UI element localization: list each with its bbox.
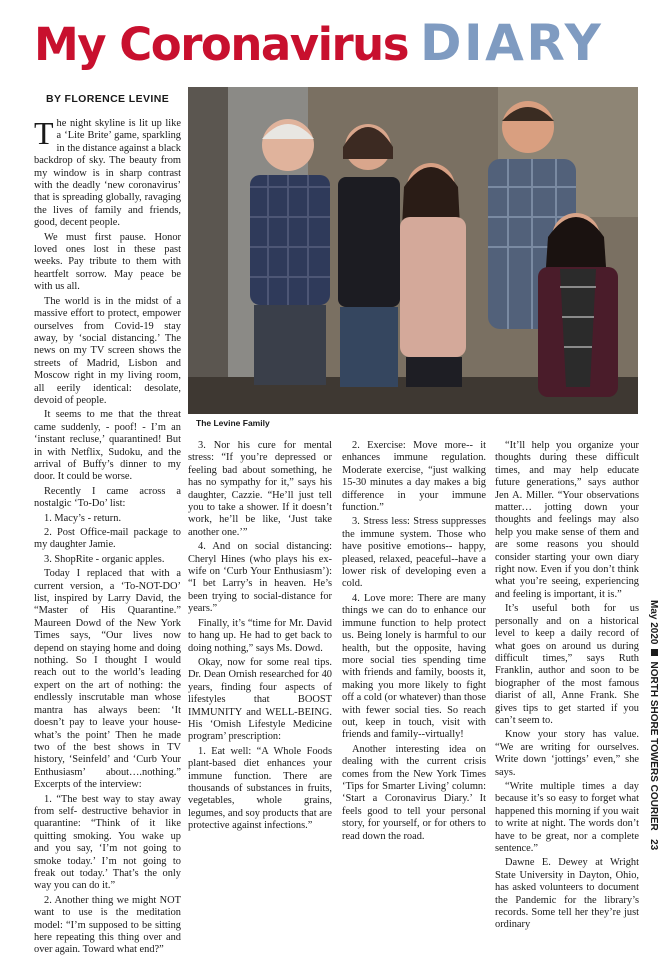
paragraph-8: 2. Another thing we might NOT want to use is the meditation model: “I’m supposed to be sitting here repeating this thing over and over again. Toward what end?” xyxy=(34,894,181,956)
page-number: 23 xyxy=(648,839,659,851)
list-item: 2. Post Office-mail package to my daughter Jamie. xyxy=(34,527,181,551)
paragraph-4: It seems to me that the threat came suddenly, - poof! - I’m an ‘instant recluse,’ quarantined! But in with Netflix, Sudoku, and the arrival of Buffy’s dinner to my door. It could be worse. xyxy=(34,409,181,483)
family-photo xyxy=(188,87,638,414)
footer-text xyxy=(644,600,662,851)
paragraph-5: Recently I came across a nostalgic ‘To-Do’ list: xyxy=(34,485,181,510)
publication-name: NORTH SHORE TOWERS COURIER xyxy=(648,661,659,831)
paragraph-7: 1. “The best way to stay away from self- destructive behavior in quarantine: “Think of it like quitting smoking. You wake up and you say, ‘I’m not going to smoke today.’ I’m not going to freak out today.’ That’s the only way you can do it.” xyxy=(34,793,181,892)
paragraph-18: “It’ll help you organize your thoughts during these difficult times, and may help educate future generations,” says author Jen A. Miller. “Your observations matter… jotting down your thoughts and feelings may also help you make sense of them and are some reasons you should consider starting your own diary right now. Even if you don’t think what you’re seeing, experiencing and feeling is important, it is.” xyxy=(495,440,639,600)
paragraph-16: 4. Love more: There are many things we can do to enhance our immune function to help protect us. Being lonely is harmful to our health, but the opposite, having more social ties spending time with friends and family, boosts it, making you more likely to fight off a cold (or whatever) than those with fewer social ties. So reach out, keep in touch, visit with friends and family--virtually! xyxy=(342,592,486,741)
paragraph-15: 3. Stress less: Stress suppresses the immune system. Those who have positive emotions-- happy, pleased, relaxed, peaceful--have a lower risk of developing even a cold. xyxy=(342,516,486,590)
article-column-3 xyxy=(342,440,486,843)
byline: BY FLORENCE LEVINE xyxy=(46,93,170,105)
separator-square-icon xyxy=(651,649,658,656)
headline xyxy=(34,14,603,74)
list-item: 1. Macy’s - return. xyxy=(44,512,122,524)
paragraph-20: Know your story has value. “We are writing for ourselves. Write down ‘jottings’ even,” she says. xyxy=(495,729,639,778)
paragraph-13: 1. Eat well: “A Whole Foods plant-based diet enhances your immune function. There are thousands of substances in fruits, vegetables, whole grains, legumes, and soy products that are protective against infections.” xyxy=(188,745,332,832)
headline-part-2: DIARY xyxy=(420,14,604,72)
headline-part-1: My Coronavirus xyxy=(34,18,409,71)
drop-cap: T xyxy=(34,115,54,151)
paragraph-19: It’s useful both for us personally and on a historical level to keep a daily record of what goes on around us during difficult times,” says Ruth Franklin, author and soon to be biographer of the most famous diarist of all, Anne Frank. She gives tips to get started if you can’t seem to. xyxy=(495,603,639,726)
list-item: 3. ShopRite - organic apples. xyxy=(44,553,165,565)
paragraph-21: “Write multiple times a day because it’s so easy to forget what happened this morning if you wait to write at night. The words don’t have to be great, nor a complete sentence.” xyxy=(495,780,639,854)
paragraph-6: Today I replaced that with a current version, a ‘To-NOT-DO’ list, inspired by Larry David, the “Master of His Quarantine.” Maureen Dowd of the New York Times says, “Our lives now depend on staying home and doing nothing. So I thought I would reach out to the world’s leading expert on the art of nothing: the endlessly inscrutable man whose mantra has always been: ‘It doesn’t pay to leave your house- what’s the point’ Then he made two of the best shows in TV history, ‘Seinfeld’ and ‘Curb Your Enthusiasm’ about….nothing.” Excerpts of the interview: xyxy=(34,568,181,791)
paragraph-14: 2. Exercise: Move more-- it enhances immune regulation. Moderate exercise, “just walking 15-30 minutes a day makes a big difference in your immune function.” xyxy=(342,440,486,514)
paragraph-1-text: he night skyline is lit up like a ‘Lite Brite’ game, sparkling in the distance against a black backdrop of sky. The beauty from my window is in sharp contrast with the deadly ‘new coronavirus’ that is spreading globally, ravaging the lives of family and friends, good, decent people. xyxy=(34,118,181,229)
article-column-2 xyxy=(188,440,332,843)
paragraph-22: Dawne E. Dewey at Wright State University in Dayton, Ohio, has asked volunteers to document the Pandemic for the library’s records. Some tell her they’re just ordinary xyxy=(495,857,639,931)
article-column-4 xyxy=(495,440,639,931)
paragraph-11: Finally, it’s “time for Mr. David to hang up. He had to get back to doing nothing,” says Ms. Dowd. xyxy=(188,617,332,654)
paragraph-10: 4. And on social distancing: Cheryl Hines (who plays his ex-wife on ‘Curb Your Enthusiasm’): “I bet Larry’s in heaven. He’s been trying to social-distance for years.” xyxy=(188,541,332,615)
paragraph-3: The world is in the midst of a massive effort to protect, empower ourselves from Covid-19 stay away, by ‘social distancing.’ The news on my TV screen shows the streets of Madrid, Lisbon and Moscow right in my living room, all eerily identical: desolate, devoid of people. xyxy=(34,295,181,406)
paragraph-17: Another interesting idea on dealing with the current crisis comes from the New York Times ‘Tips for Smarter Living’ column: ‘Start a Coronavirus Diary.’ It feels good to tell your personal story, for yourself, or for others to read down the road. xyxy=(342,743,486,842)
paragraph-1 xyxy=(34,115,181,230)
article-column-1 xyxy=(34,115,181,956)
paragraph-9: 3. Nor his cure for mental stress: “If you’re depressed or feeling bad about something, he has no sympathy for it,” says his daughter, Cazzie. “He’ll just tell you to take a shower. If it doesn’t work, he’ll be like, ‘Just take another one.’” xyxy=(188,440,332,538)
photo-caption: The Levine Family xyxy=(196,418,270,428)
paragraph-12: Okay, now for some real tips. Dr. Dean Ornish researched for 40 years, finding four aspects of lifestyles that BOOST IMMUNITY and WELL-BEING. His ‘Omish Lifestyle Medicine program’ prescription: xyxy=(188,656,332,743)
issue-date: May 2020 xyxy=(648,600,659,645)
page-footer-vertical xyxy=(644,600,662,851)
family-photo-illustration xyxy=(188,87,638,414)
paragraph-2: We must first pause. Honor loved ones lost in these past weeks. Pay tribute to them with heartfelt sorrow. May peace be with us all. xyxy=(34,231,181,293)
